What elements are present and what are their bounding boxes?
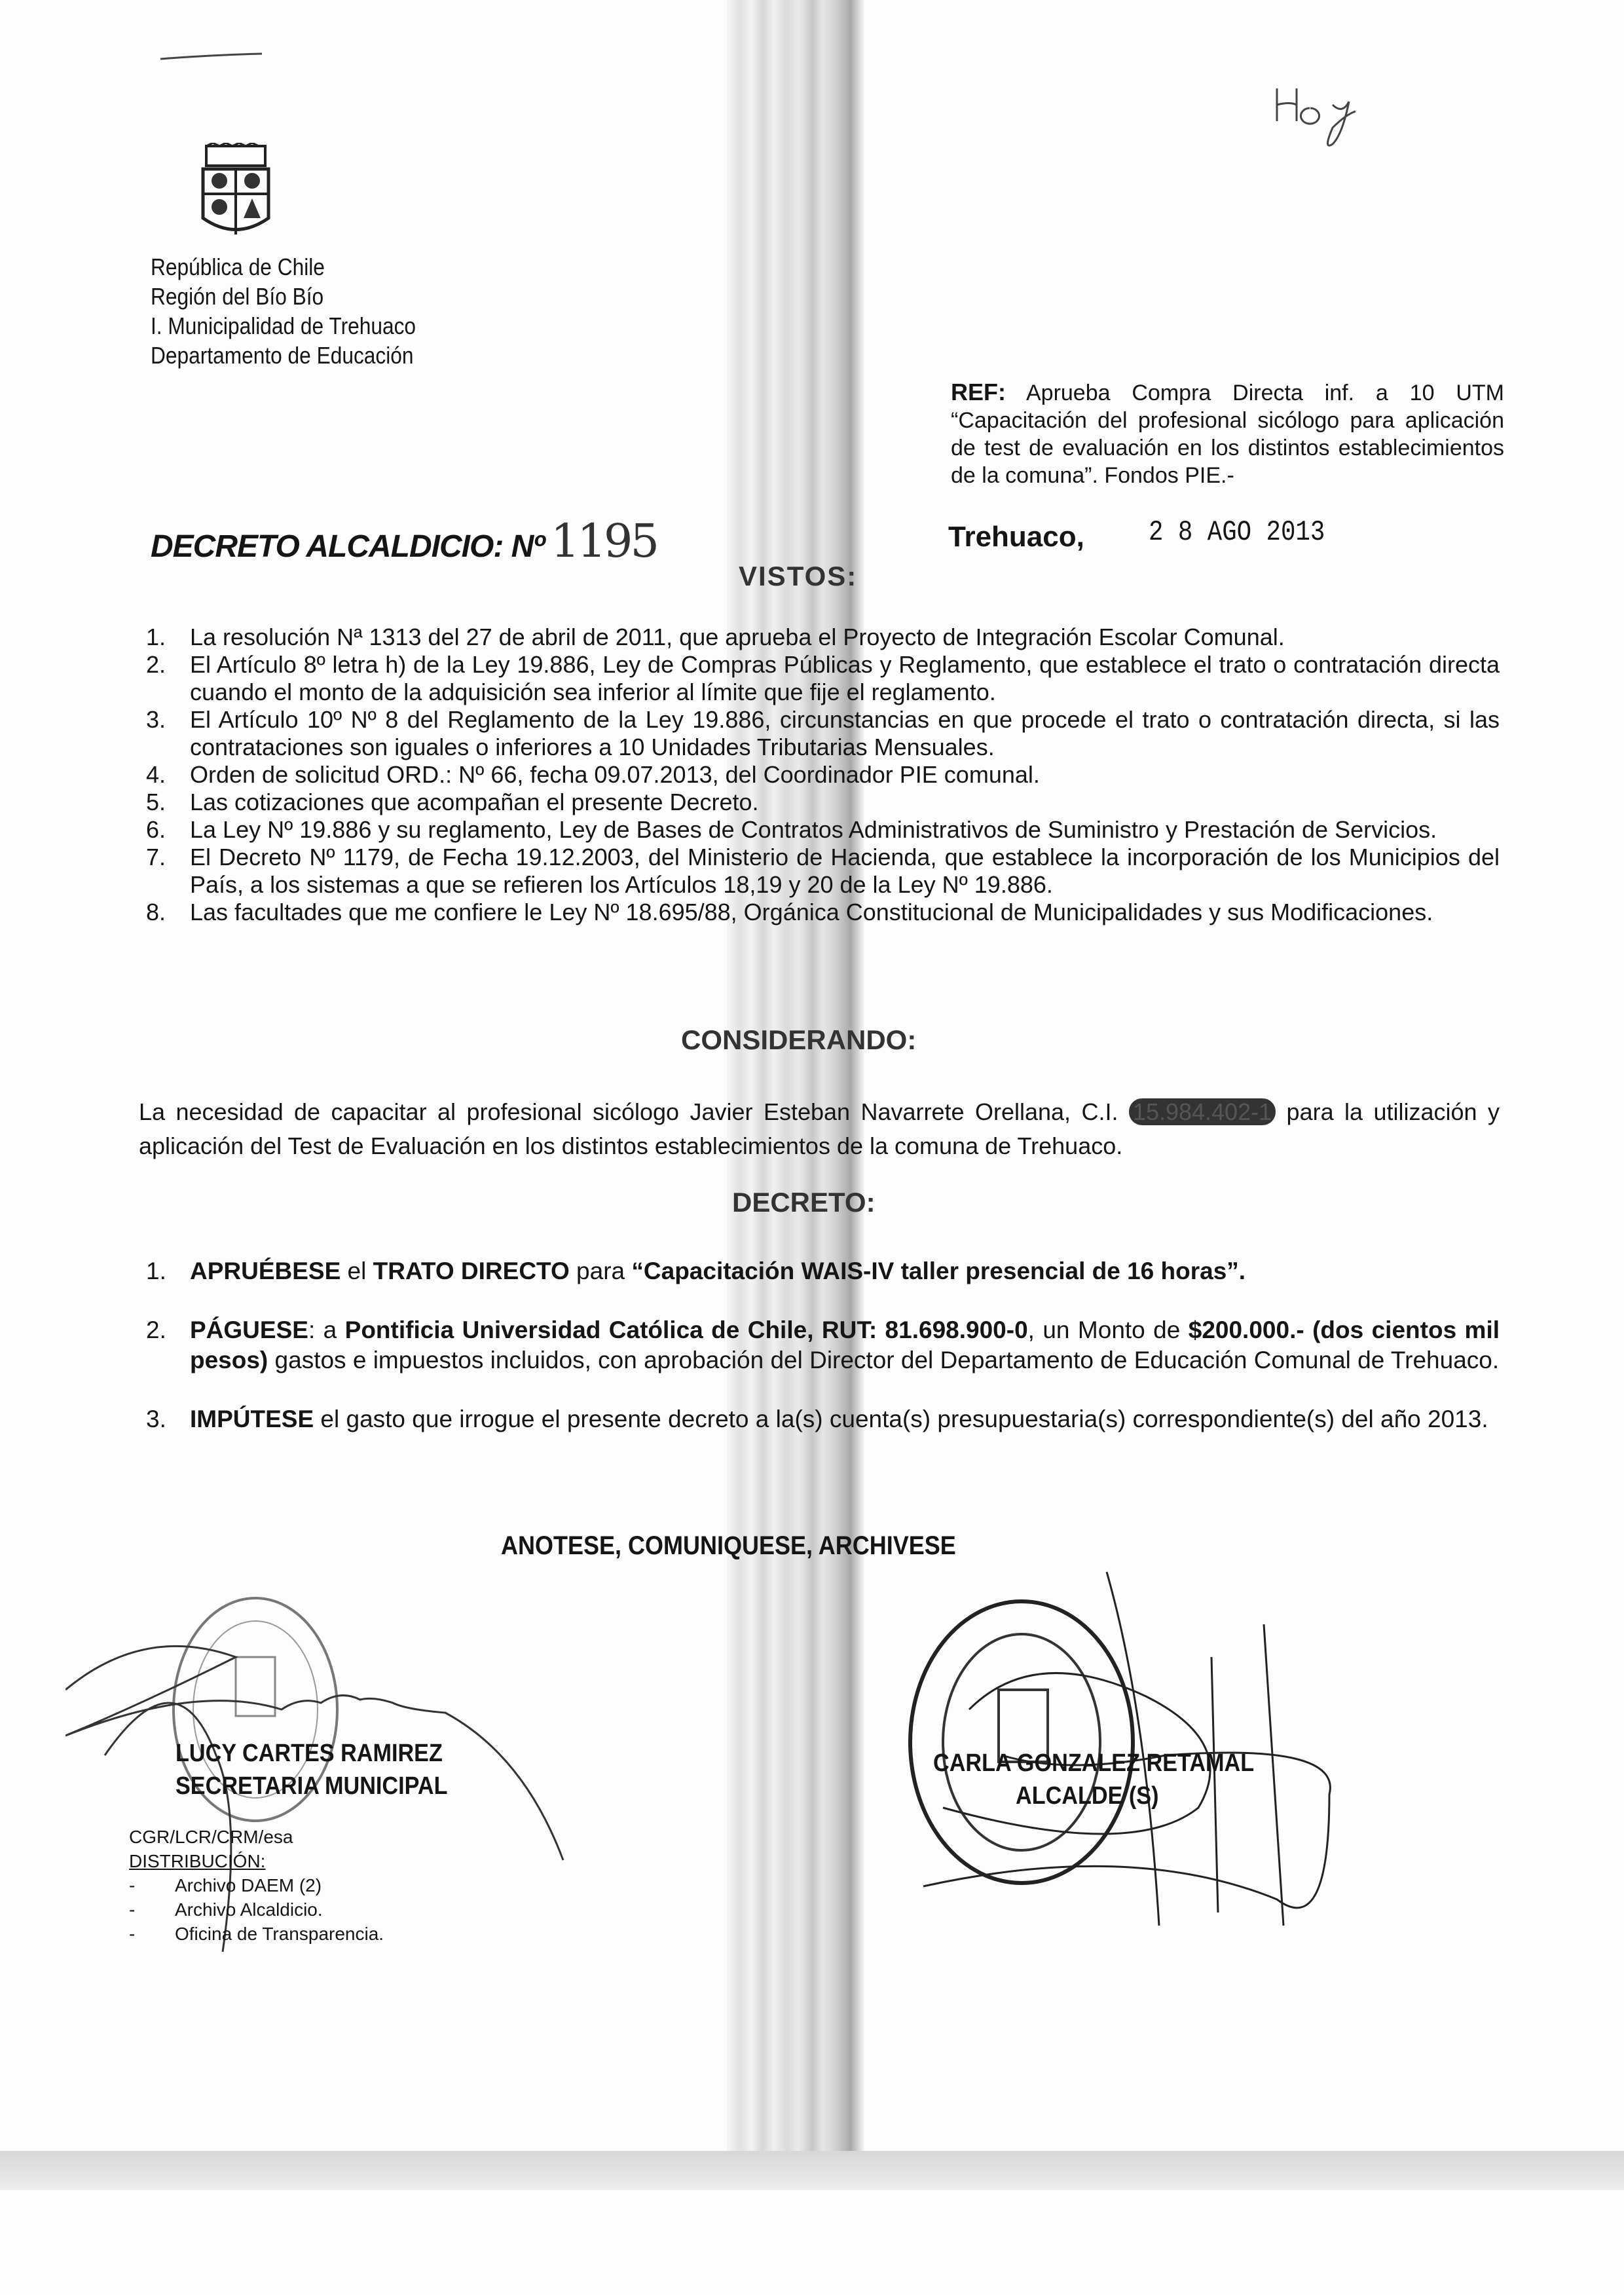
item-text: El Decreto Nº 1179, de Fecha 19.12.2003, del Ministerio de Hacienda, que establece la incorporación de los Municipios del País, a los sistemas a que se refieren los Artículos 18,19 y 20 de la Ley Nº 19.886. — [190, 844, 1500, 898]
item-number: 1. — [146, 1258, 166, 1284]
reference-block — [951, 379, 1504, 489]
signatory-name: CARLA GONZALEZ RETAMAL — [933, 1749, 1255, 1777]
item-number: 2. — [146, 651, 166, 678]
text: gastos e impuestos incluidos, con aprobación del Director del Departamento de Educación Comunal de Trehuaco. — [268, 1347, 1500, 1373]
decree-article — [146, 1256, 1500, 1286]
decree-date-stamp: 2 8 AGO 2013 — [1149, 516, 1325, 549]
item-number: 4. — [146, 761, 166, 788]
bold-text: PÁGUESE — [190, 1316, 308, 1343]
header-line: I. Municipalidad de Trehuaco — [151, 312, 416, 339]
decree-city: Trehuaco, — [948, 521, 1084, 553]
ref-text: Aprueba Compra Directa inf. a 10 UTM “Capacitación del profesional sicólogo para aplicación de test de evaluación en los distintos establecimientos de la comuna”. Fondos PIE.- — [951, 381, 1504, 488]
text: para — [569, 1258, 632, 1284]
item-number: 6. — [146, 816, 166, 843]
item-text: La resolución Nª 1313 del 27 de abril de 2011, que aprueba el Proyecto de Integración Escolar Comunal. — [190, 624, 1285, 650]
item-text: Orden de solicitud ORD.: Nº 66, fecha 09.07.2013, del Coordinador PIE comunal. — [190, 761, 1040, 788]
institution-header — [151, 252, 416, 370]
distribution-footer — [129, 1825, 384, 1946]
header-line: República de Chile — [151, 253, 325, 280]
item-number: 7. — [146, 844, 166, 870]
distribution-text: Oficina de Transparencia. — [175, 1924, 384, 1944]
right-signatory — [933, 1747, 1254, 1812]
coat-of-arms-logo — [196, 143, 275, 244]
item-number: 3. — [146, 706, 166, 733]
text: el gasto que irrogue el presente decreto a la(s) cuenta(s) presupuestaria(s) correspondiente(s) del año 2013. — [314, 1406, 1488, 1432]
item-number: 5. — [146, 789, 166, 815]
signatory-role: SECRETARIA MUNICIPAL — [175, 1772, 448, 1800]
item-number: 2. — [146, 1316, 166, 1343]
distribution-item: - Archivo Alcaldicio. — [129, 1897, 384, 1922]
left-signatory — [175, 1737, 447, 1802]
item-number: 1. — [146, 624, 166, 650]
list-item — [146, 899, 1500, 926]
signatory-name: LUCY CARTES RAMIREZ — [175, 1740, 443, 1767]
item-text: Las cotizaciones que acompañan el presente Decreto. — [190, 789, 759, 815]
considerando-paragraph — [139, 1095, 1500, 1163]
decreto-list — [146, 1256, 1500, 1463]
considerando-text: La necesidad de capacitar al profesional sicólogo Javier Esteban Navarrete Orellana, C.I. — [139, 1098, 1118, 1125]
header-line: Departamento de Educación — [151, 342, 414, 369]
list-item — [146, 651, 1500, 706]
header-line: Región del Bío Bío — [151, 283, 324, 310]
decree-number-handwritten: 1195 — [550, 514, 657, 568]
bold-text: APRUÉBESE — [190, 1258, 341, 1284]
considerando-heading: CONSIDERANDO: — [681, 1024, 917, 1055]
decree-number — [151, 514, 657, 568]
vistos-list — [146, 624, 1500, 926]
item-text: El Artículo 8º letra h) de la Ley 19.886, Ley de Compras Públicas y Reglamento, que establece el trato o contratación directa cuando el monto de la adquisición sea inferior al límite que fije el reglamento. — [190, 651, 1500, 705]
text: el — [341, 1258, 373, 1284]
list-item — [146, 761, 1500, 789]
text: , un Monto de — [1027, 1316, 1189, 1343]
item-number: 8. — [146, 899, 166, 925]
decreto-heading: DECRETO: — [732, 1187, 876, 1218]
decree-label: DECRETO ALCALDICIO: Nº — [151, 529, 544, 564]
item-number: 3. — [146, 1406, 166, 1432]
closing-formula: ANOTESE, COMUNIQUESE, ARCHIVESE — [501, 1531, 956, 1560]
item-text: Las facultades que me confiere le Ley Nº 18.695/88, Orgánica Constitucional de Municipalidades y sus Modificaciones. — [190, 899, 1433, 925]
decree-article — [146, 1404, 1500, 1434]
distribution-label: DISTRIBUCIÓN: — [129, 1851, 266, 1871]
bold-text: IMPÚTESE — [190, 1406, 314, 1432]
distribution-text: Archivo DAEM (2) — [175, 1875, 322, 1895]
bold-text: TRATO DIRECTO — [373, 1258, 570, 1284]
initials: CGR/LCR/CRM/esa — [129, 1827, 293, 1847]
list-item — [146, 624, 1500, 651]
list-item — [146, 706, 1500, 761]
scan-binding-gutter — [727, 0, 864, 2155]
redacted-id: 15.984.402-1 — [1129, 1098, 1276, 1125]
scan-bottom-edge — [0, 2151, 1624, 2190]
signatory-role: ALCALDE (S) — [1016, 1782, 1159, 1810]
distribution-text: Archivo Alcaldicio. — [175, 1899, 323, 1920]
pen-mark — [157, 46, 275, 65]
distribution-item: - Oficina de Transparencia. — [129, 1922, 384, 1946]
ref-label: REF: — [951, 379, 1006, 405]
bold-text: “Capacitación WAIS-IV taller presencial de 16 horas”. — [631, 1258, 1246, 1284]
considerando-text: para la utilización y aplicación del Test de Evaluación en los distintos establecimientos de la comuna de Trehuaco. — [139, 1098, 1500, 1159]
text: : a — [308, 1316, 345, 1343]
list-item — [146, 816, 1500, 844]
vistos-heading: VISTOS: — [739, 561, 858, 591]
item-text: El Artículo 10º Nº 8 del Reglamento de la Ley 19.886, circunstancias en que procede el trato o contratación directa, si las contrataciones son iguales o inferiores a 10 Unidades Tributarias Mensuales. — [190, 706, 1500, 760]
decree-article — [146, 1315, 1500, 1375]
handwritten-note — [1270, 75, 1401, 157]
bold-text: $200.000.- (dos cientos mil pesos) — [190, 1316, 1500, 1373]
list-item — [146, 789, 1500, 816]
item-text: La Ley Nº 19.886 y su reglamento, Ley de Bases de Contratos Administrativos de Suministro y Prestación de Servicios. — [190, 816, 1437, 843]
distribution-item: - Archivo DAEM (2) — [129, 1873, 384, 1897]
list-item — [146, 844, 1500, 899]
bold-text: Pontificia Universidad Católica de Chile, RUT: 81.698.900-0 — [344, 1316, 1028, 1343]
